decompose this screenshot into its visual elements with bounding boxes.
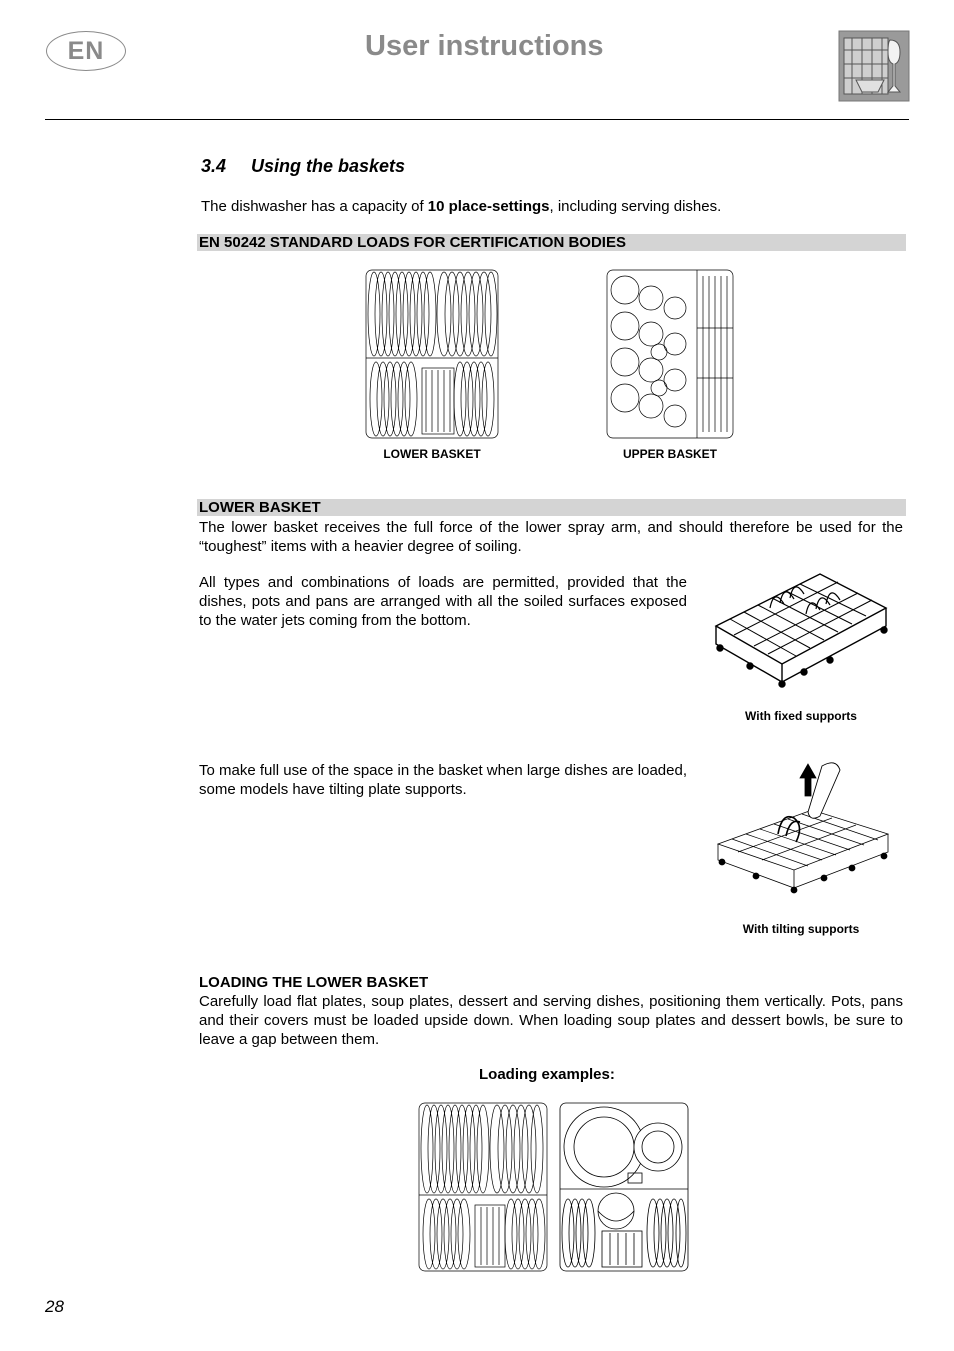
- header-rule: [45, 119, 909, 120]
- dishwasher-logo-icon: [838, 30, 910, 102]
- lower-basket-paragraph-3: To make full use of the space in the basket when large dishes are loaded, some models have tilting plate supports.: [199, 762, 687, 798]
- standard-loads-heading: EN 50242 STANDARD LOADS FOR CERTIFICATION BODIES: [197, 234, 906, 251]
- page-title: User instructions: [365, 30, 604, 62]
- section-title: Using the baskets: [251, 156, 406, 176]
- standard-upper-basket-illustration: [605, 268, 735, 440]
- intro-suffix-text: , including serving dishes.: [549, 198, 722, 215]
- fixed-supports-basket-illustration: [710, 568, 892, 692]
- section-heading: [201, 156, 405, 177]
- page-number: 28: [45, 1297, 64, 1316]
- intro-bold-text: 10 place-settings: [427, 198, 550, 215]
- loading-heading: LOADING THE LOWER BASKET: [199, 974, 429, 991]
- tilting-supports-caption: With tilting supports: [742, 922, 860, 936]
- upper-basket-caption: UPPER BASKET: [622, 447, 717, 461]
- lower-basket-paragraph-2: All types and combinations of loads are permitted, provided that the dishes, pots and pans are arranged with all the soiled surfaces exposed to the water jets coming from the bottom.: [199, 574, 687, 629]
- intro-text: The dishwasher has a capacity of: [201, 198, 428, 215]
- loading-example-2-illustration: [558, 1101, 690, 1273]
- intro-paragraph: [201, 197, 721, 216]
- lower-basket-caption: LOWER BASKET: [383, 447, 481, 461]
- fixed-supports-caption: With fixed supports: [745, 709, 857, 723]
- tilting-supports-basket-illustration: [712, 756, 892, 902]
- section-number: 3.4: [201, 156, 227, 176]
- lower-basket-paragraph-1: The lower basket receives the full force of the lower spray arm, and should therefore be used for the “toughest” items with a heavier degree of soiling.: [199, 519, 903, 555]
- loading-examples-label: Loading examples:: [479, 1066, 615, 1083]
- language-badge: EN: [46, 31, 126, 71]
- loading-paragraph: Carefully load flat plates, soup plates, dessert and serving dishes, positioning them vertically. Pots, pans and their covers must be loaded upside down. When loading soup plates and dessert bowls, be sure to leave a gap between them.: [199, 993, 903, 1048]
- loading-example-1-illustration: [417, 1101, 549, 1273]
- standard-lower-basket-illustration: [364, 268, 500, 440]
- lower-basket-heading: LOWER BASKET: [197, 499, 906, 516]
